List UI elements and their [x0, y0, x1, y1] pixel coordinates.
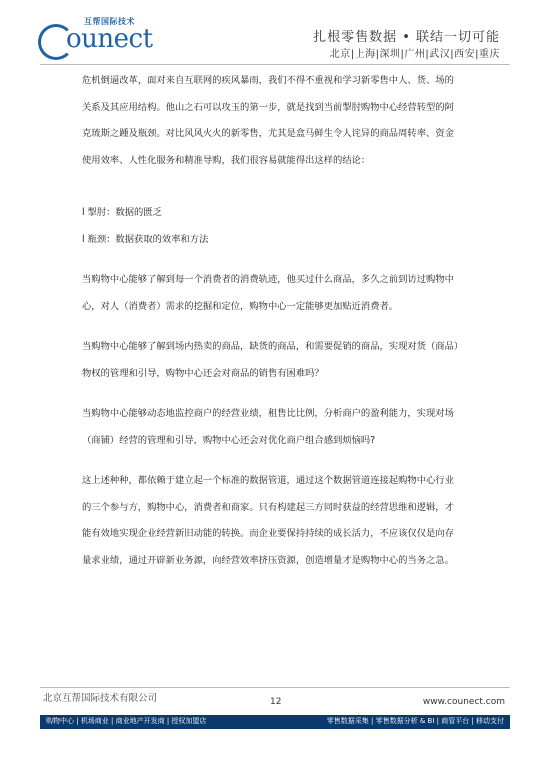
paragraph-3	[82, 334, 472, 387]
header-divider	[40, 64, 510, 65]
paragraph-4	[82, 401, 472, 454]
header-cities: 北京|上海|深圳|广州|武汉|西安|重庆	[329, 49, 500, 60]
paragraph-1	[82, 68, 472, 174]
text-line: 关系及其应用结构。他山之石可以攻玉的第一步，就是找到当前掣肘购物中心经营转型的阿	[82, 101, 454, 113]
header-slogan: 扎根零售数据 • 联结一切可能	[313, 30, 500, 45]
text-line: 量求业绩，通过开辟新业务源，向经营效率挤压资源，创造增量才是购物中心的当务之急。	[82, 554, 454, 566]
counect-logo	[40, 17, 153, 56]
page-header	[0, 0, 550, 66]
text-line: 克琉斯之踵及瓶颈。对比风风火火的新零售，尤其是盒马鲜生令人诧异的商品周转率、资金	[82, 128, 454, 139]
page-number: 12	[270, 697, 282, 707]
footer-divider	[40, 687, 510, 688]
footer-bar	[40, 715, 510, 729]
text-line: 的三个参与方，购物中心，消费者和商家。只有构建起三方同时获益的经营思维和逻辑，才	[82, 501, 454, 513]
footer-bar-right: 零售数据采集 | 零售数据分析 & BI | 商管平台 | 移动支付	[326, 717, 504, 725]
document-body	[82, 68, 472, 574]
text-line: 危机倒逼改革，面对来自互联网的疾风暴雨，我们不得不重视和学习新零售中人、货、场的	[82, 75, 454, 86]
logo-cn-text: 互帮国际技术	[84, 17, 135, 26]
text-line: 物权的管理和引导，购物中心还会对商品的销售有困难吗？	[82, 367, 324, 379]
text-line: 心，对人（消费者）需求的挖掘和定位，购物中心一定能够更加贴近消费者。	[82, 300, 399, 312]
text-line: 这上述种种，都依赖于建立起一个标准的数据管道，通过这个数据管道连接起购物中心行业	[82, 475, 454, 486]
bullet-item-constraint: l 掣肘：数据的匮乏	[82, 207, 162, 218]
footer-bar-left: 购物中心 | 机场商业 | 商业地产开发商 | 授权加盟店	[46, 717, 207, 725]
text-line: 能有效地实现企业经营新旧动能的转换。而企业要保持持续的成长活力，不应该仅仅是向存	[82, 528, 454, 539]
footer-company: 北京互帮国际技术有限公司	[43, 693, 158, 704]
text-line: 当购物中心能够动态地监控商户的经营业绩，租售比比例，分析商户的盈利能力，实现对场	[82, 408, 454, 419]
bullet-item-bottleneck: l 瓶颈：数据获取的效率和方法	[82, 233, 209, 245]
footer-website-link[interactable]: www.counect.com	[422, 697, 505, 707]
text-line: （商铺）经营的管理和引导，购物中心还会对优化商户组合感到烦恼吗?	[82, 434, 376, 446]
paragraph-5	[82, 468, 472, 574]
text-line: 当购物中心能够了解到场内热卖的商品，缺货的商品，和需要促销的商品，实现对货（商品）	[82, 341, 464, 352]
text-line: 使用效率、人性化服务和精准导购，我们很容易就能得出这样的结论：	[82, 154, 371, 166]
text-line: 当购物中心能够了解到每一个消费者的消费轨迹，他买过什么商品，多久之前到访过购物中	[82, 274, 454, 285]
logo-en-text: ounect	[66, 24, 153, 54]
paragraph-2	[82, 267, 472, 320]
